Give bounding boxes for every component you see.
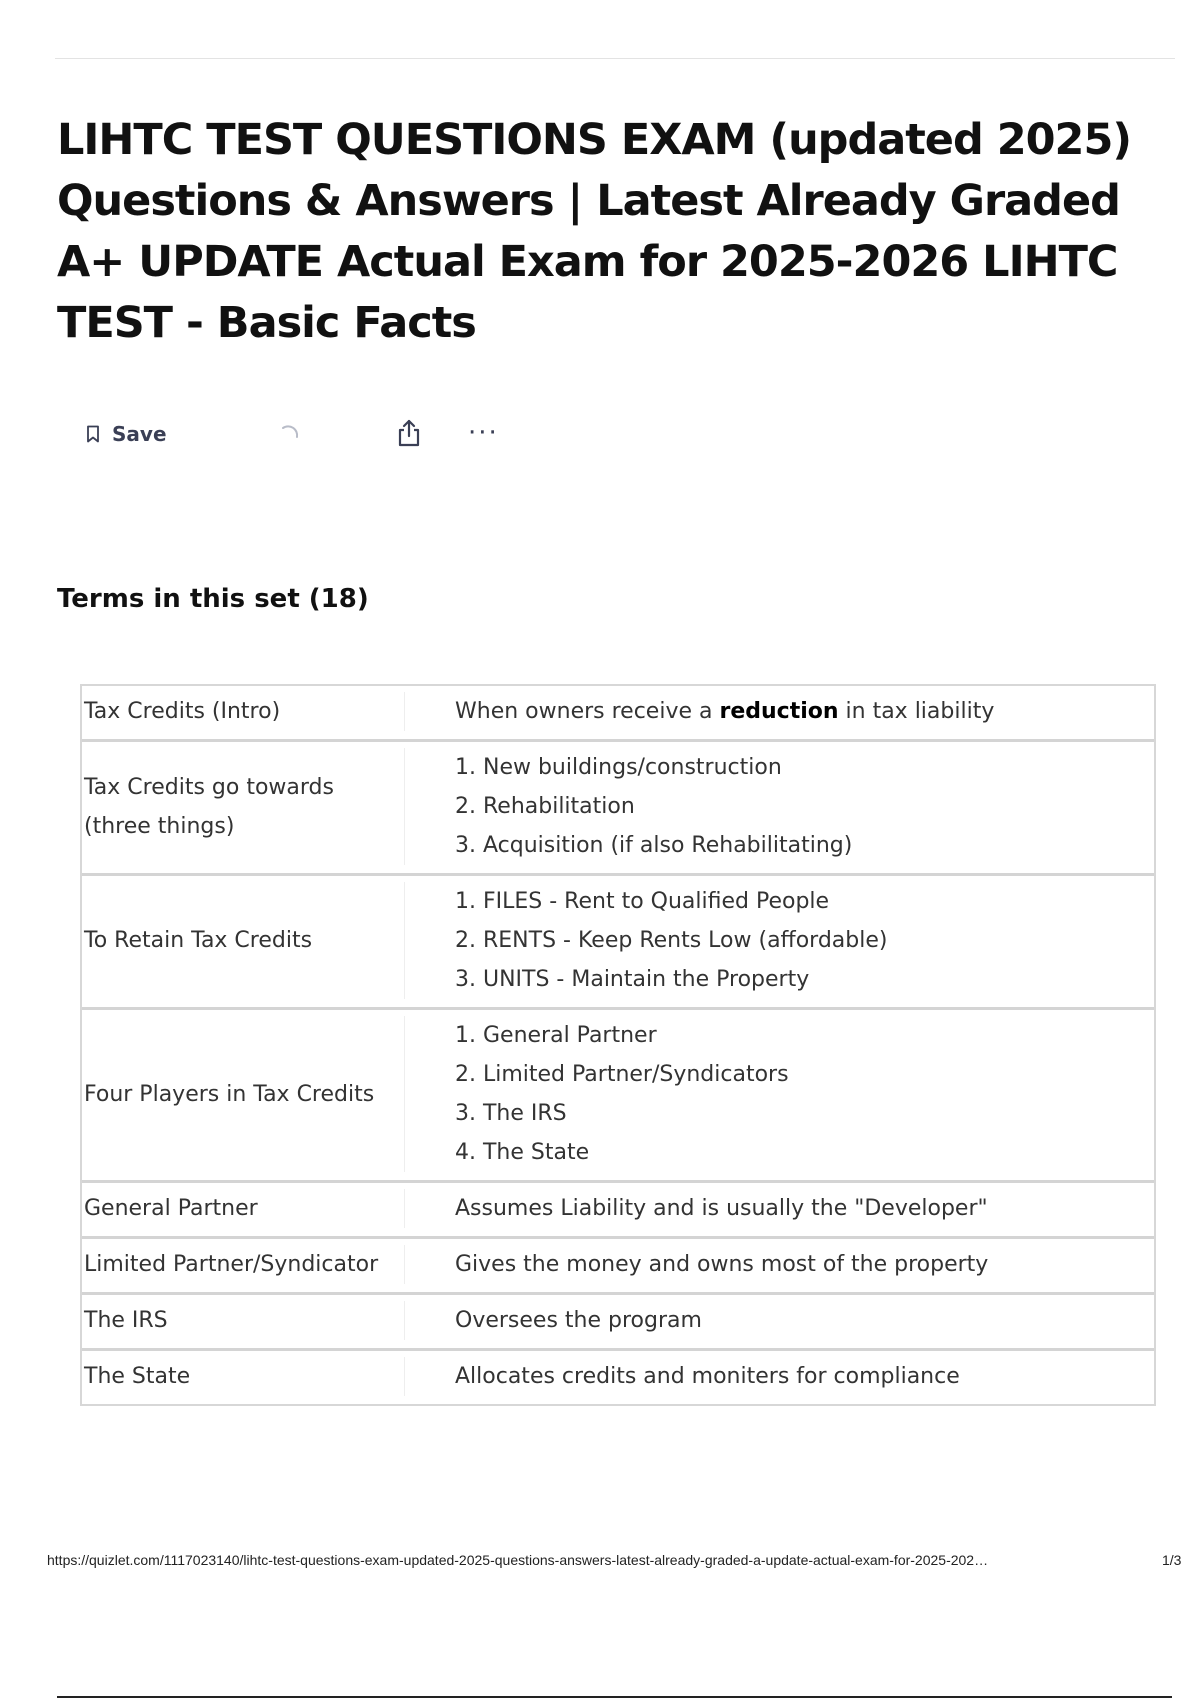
definition-fragment: When owners receive a bbox=[455, 699, 720, 724]
definition-fragment: 3. The IRS bbox=[455, 1101, 567, 1126]
term-text: Limited Partner/Syndicator bbox=[82, 1245, 405, 1284]
definition-text bbox=[405, 882, 1154, 999]
term-row bbox=[82, 686, 1154, 742]
term-text: Tax Credits (Intro) bbox=[82, 692, 405, 731]
definition-line bbox=[455, 1189, 1154, 1228]
definition-line bbox=[455, 1301, 1154, 1340]
page-title: LIHTC TEST QUESTIONS EXAM (updated 2025) Questions & Answers | Latest Already Graded A+ UPDATE Actual Exam for 2025-2026 LIHTC TEST - Basic Facts bbox=[57, 115, 1132, 348]
definition-fragment: 1. FILES - Rent to Qualified People bbox=[455, 889, 830, 914]
definition-line bbox=[455, 1133, 1154, 1172]
definition-line bbox=[455, 1245, 1154, 1284]
term-row bbox=[82, 876, 1154, 1010]
terms-heading: Terms in this set (18) bbox=[57, 584, 369, 614]
save-label: Save bbox=[112, 422, 167, 446]
definition-line bbox=[455, 921, 1154, 960]
term-row bbox=[82, 742, 1154, 876]
action-bar bbox=[86, 418, 506, 458]
definition-text bbox=[405, 692, 1154, 731]
definition-line bbox=[455, 1357, 1154, 1396]
bottom-divider bbox=[57, 1696, 1172, 1698]
definition-fragment: 4. The State bbox=[455, 1140, 590, 1165]
definition-line bbox=[455, 1055, 1154, 1094]
definition-text bbox=[405, 1301, 1154, 1340]
save-button[interactable] bbox=[86, 422, 167, 446]
term-row bbox=[82, 1183, 1154, 1239]
terms-table bbox=[80, 684, 1156, 1406]
page-number: 1/3 bbox=[1162, 1552, 1182, 1568]
definition-fragment: Gives the money and owns most of the property bbox=[455, 1252, 989, 1277]
term-row bbox=[82, 1239, 1154, 1295]
definition-fragment: 3. UNITS - Maintain the Property bbox=[455, 967, 810, 992]
definition-fragment: Oversees the program bbox=[455, 1308, 702, 1333]
definition-fragment: 2. Rehabilitation bbox=[455, 794, 635, 819]
definition-line bbox=[455, 748, 1154, 787]
emphasis-text: reduction bbox=[719, 699, 839, 724]
definition-text bbox=[405, 1245, 1154, 1284]
definition-line bbox=[455, 960, 1154, 999]
term-row bbox=[82, 1010, 1154, 1183]
definition-line bbox=[455, 692, 1154, 731]
header-divider bbox=[55, 58, 1175, 59]
definition-fragment: 3. Acquisition (if also Rehabilitating) bbox=[455, 833, 853, 858]
term-text: General Partner bbox=[82, 1189, 405, 1228]
definition-fragment: 1. New buildings/construction bbox=[455, 755, 782, 780]
definition-line bbox=[455, 882, 1154, 921]
bookmark-icon bbox=[86, 425, 100, 443]
definition-text bbox=[405, 1016, 1154, 1172]
print-url: https://quizlet.com/1117023140/lihtc-test-questions-exam-updated-2025-questions-answers-latest-already-graded-a-update-actual-exam-for-2025-202… bbox=[47, 1552, 989, 1568]
term-text: Tax Credits go towards (three things) bbox=[82, 748, 405, 865]
definition-text bbox=[405, 748, 1154, 865]
definition-fragment: 2. Limited Partner/Syndicators bbox=[455, 1062, 789, 1087]
definition-fragment: in tax liability bbox=[838, 699, 995, 724]
share-button[interactable] bbox=[396, 418, 422, 452]
definition-line bbox=[455, 1094, 1154, 1133]
more-options-button[interactable]: ··· bbox=[468, 418, 499, 448]
definition-line bbox=[455, 787, 1154, 826]
loading-spinner-icon bbox=[278, 424, 300, 446]
definition-text bbox=[405, 1357, 1154, 1396]
definition-fragment: 2. RENTS - Keep Rents Low (affordable) bbox=[455, 928, 888, 953]
definition-line bbox=[455, 1016, 1154, 1055]
term-text: Four Players in Tax Credits bbox=[82, 1016, 405, 1172]
term-row bbox=[82, 1351, 1154, 1404]
definition-fragment: Allocates credits and moniters for compliance bbox=[455, 1364, 960, 1389]
definition-line bbox=[455, 826, 1154, 865]
definition-fragment: 1. General Partner bbox=[455, 1023, 657, 1048]
share-icon bbox=[396, 418, 422, 448]
term-text: The State bbox=[82, 1357, 405, 1396]
term-row bbox=[82, 1295, 1154, 1351]
term-text: The IRS bbox=[82, 1301, 405, 1340]
term-text: To Retain Tax Credits bbox=[82, 882, 405, 999]
definition-text bbox=[405, 1189, 1154, 1228]
definition-fragment: Assumes Liability and is usually the "Developer" bbox=[455, 1196, 988, 1221]
